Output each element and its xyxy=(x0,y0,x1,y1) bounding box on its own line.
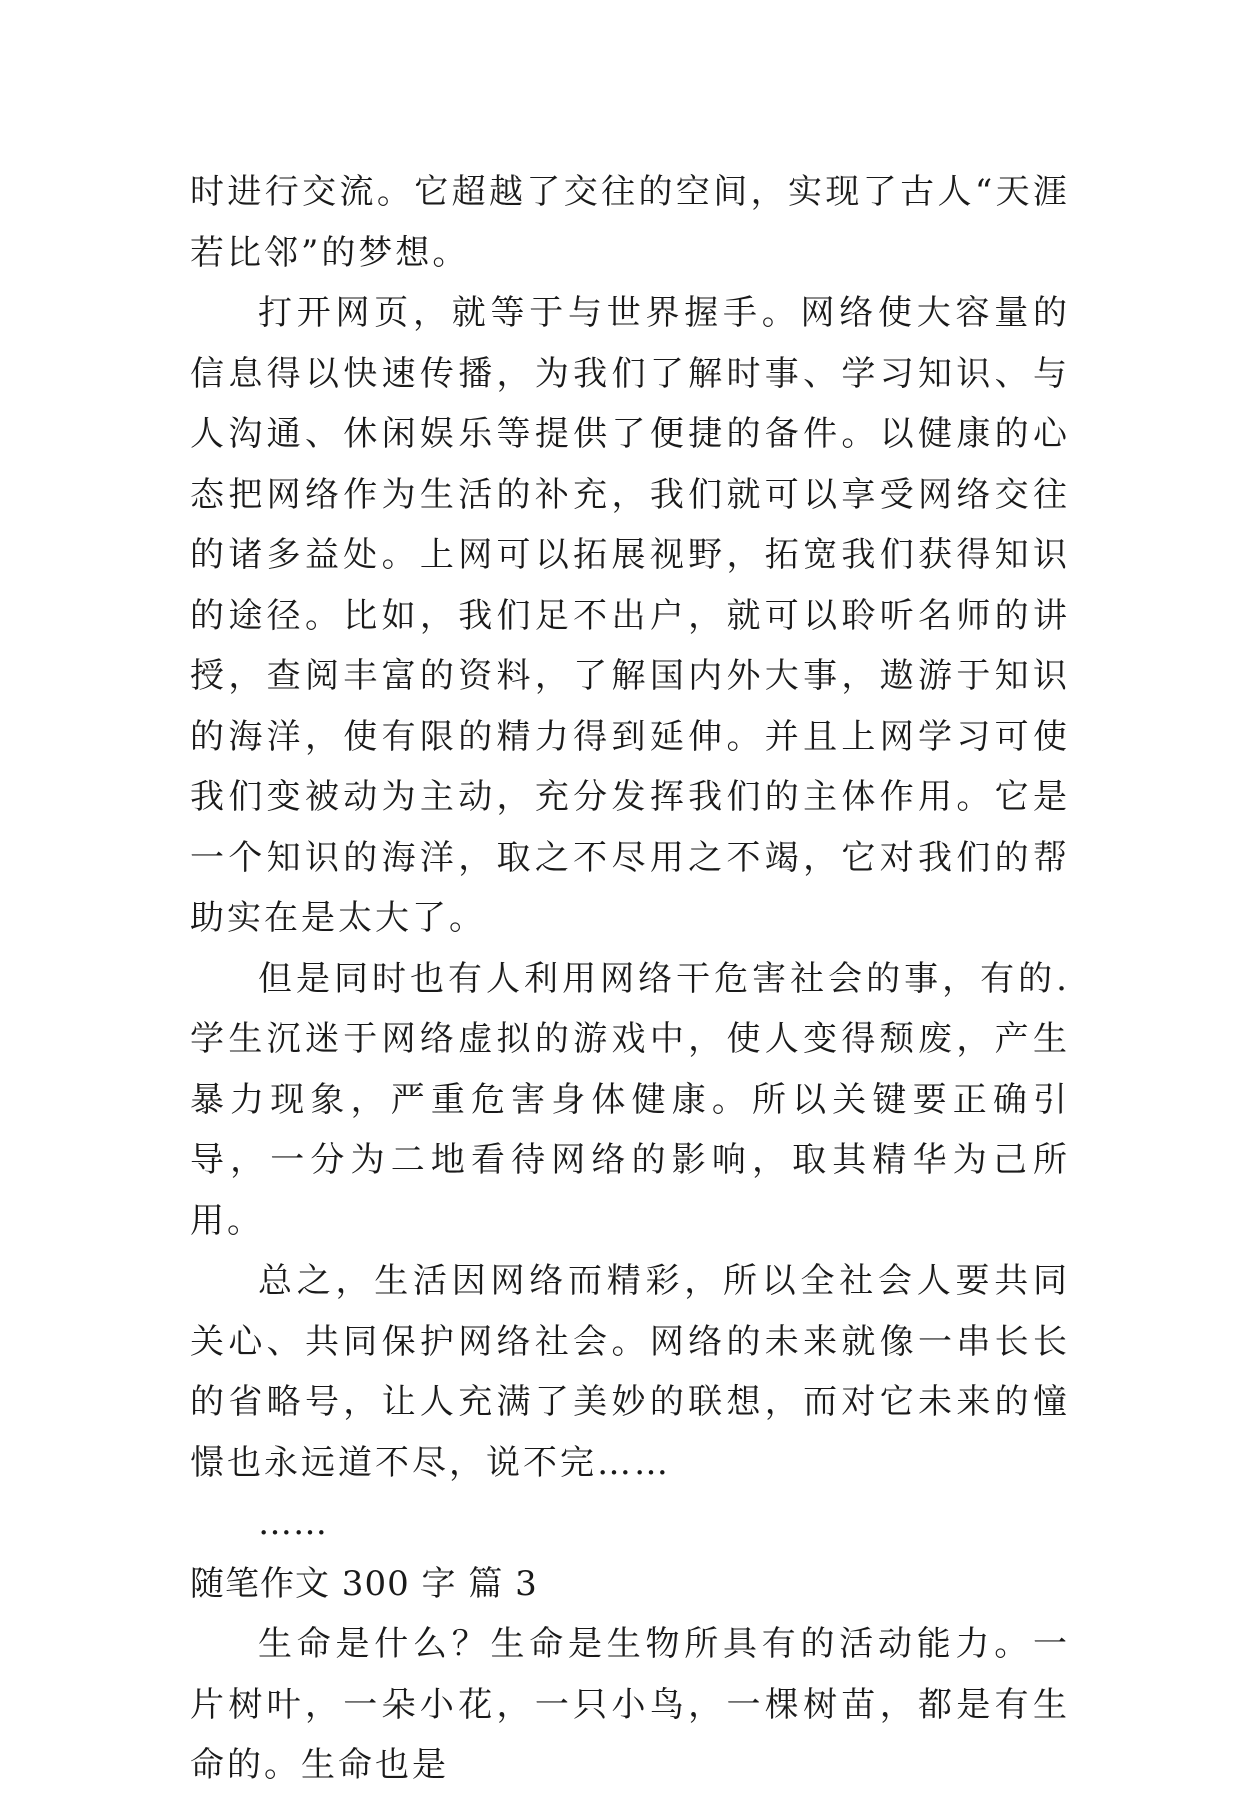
section-heading: 随笔作文 300 字 篇 3 xyxy=(190,1563,538,1604)
paragraph-internet-benefits: 打开网页，就等于与世界握手。网络使大容量的信息得以快速传播，为我们了解时事、学习知识、与人沟通、休闲娱乐等提供了便捷的备件。以健康的心态把网络作为生活的补充，我们就可以享受网络交往的诸多益处。上网可以拓展视野，拓宽我们获得知识的途径。比如，我们足不出户，就可以聆听名师的讲授，查阅丰富的资料，了解国内外大事，遨游于知识的海洋，使有限的精力得到延伸。并且上网学习可使我们变被动为主动，充分发挥我们的主体作用。它是一个知识的海洋，取之不尽用之不竭，它对我们的帮助实在是太大了。 xyxy=(190,293,1070,938)
paragraph-conclusion: 总之，生活因网络而精彩，所以全社会人要共同关心、共同保护网络社会。网络的未来就像一串长长的省略号，让人充满了美妙的联想，而对它未来的憧憬也永远道不尽，说不完…… xyxy=(190,1261,1070,1483)
ellipsis-line: …… xyxy=(258,1503,328,1543)
document-body xyxy=(190,162,1070,1796)
paragraph-continuation: 时进行交流。它超越了交往的空间，实现了古人“天涯若比邻”的梦想。 xyxy=(190,172,1070,273)
paragraph-life: 生命是什么？生命是生物所具有的活动能力。一片树叶，一朵小花，一只小鸟，一棵树苗，都是有生命的。生命也是 xyxy=(190,1624,1070,1785)
paragraph-internet-harms: 但是同时也有人利用网络干危害社会的事，有的.学生沉迷于网络虚拟的游戏中，使人变得颓废，产生暴力现象，严重危害身体健康。所以关键要正确引导，一分为二地看待网络的影响，取其精华为己所用。 xyxy=(190,958,1070,1241)
